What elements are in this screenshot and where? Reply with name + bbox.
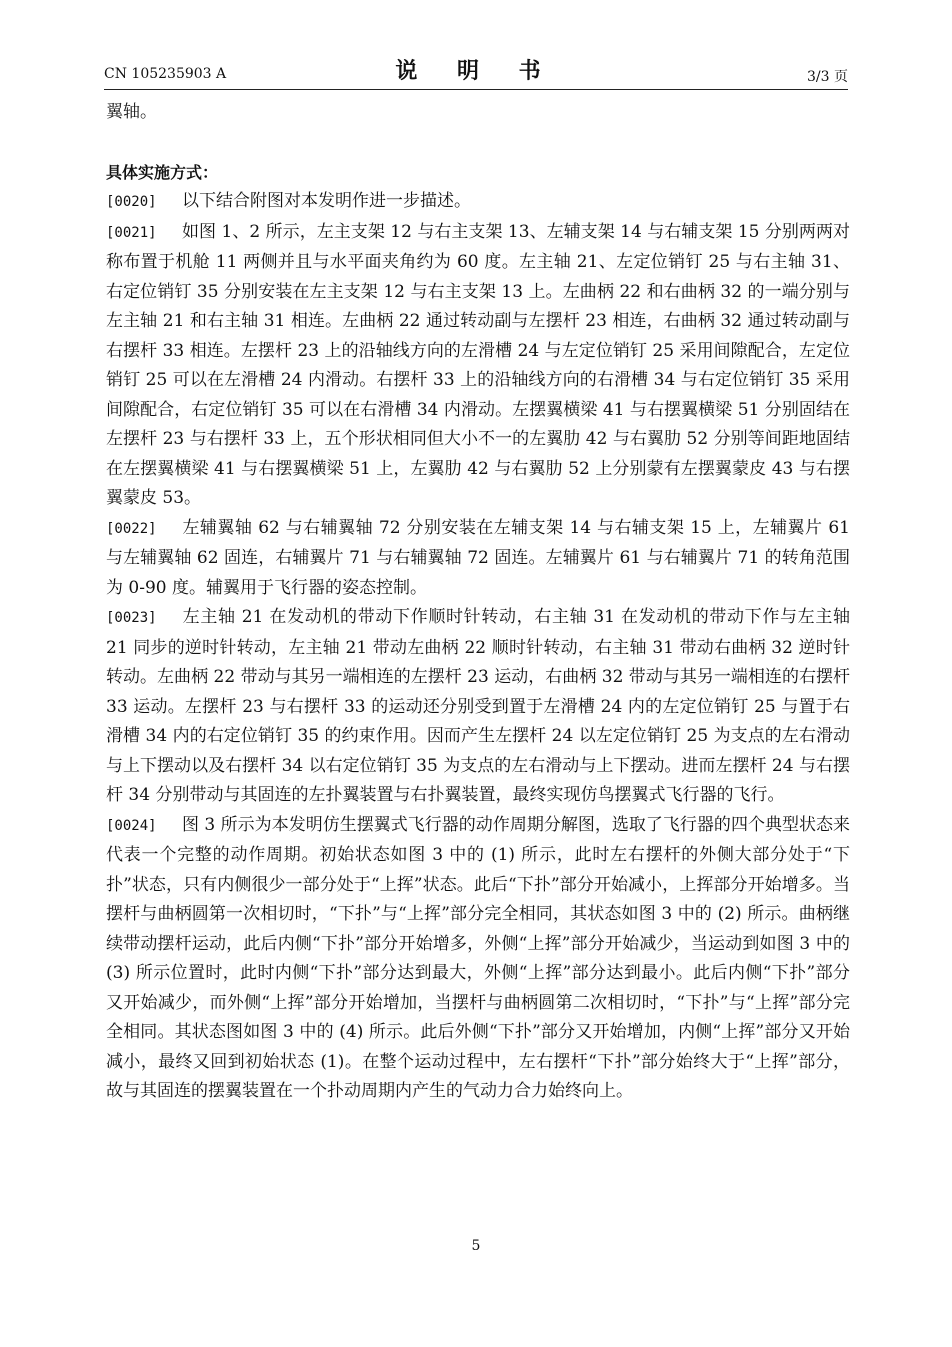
- paragraph-text: 左主轴 21 在发动机的带动下作顺时针转动，右主轴 31 在发动机的带动下作与左主轴 21 同步的逆时针转动，左主轴 21 带动左曲柄 22 顺时针转动，右主轴 31 带动右曲柄 32 逆时针转动。左曲柄 22 带动与其另一端相连的左摆杆 23 运动，右曲柄 32 带动与其另一端相连的右摆杆 33 运动。左摆杆 23 与右摆杆 33 的运动还分别受到置于左滑槽 24 内的左定位销钉 25 与置于右滑槽 34 内的右定位销钉 35 的约束作用。因而产生左摆杆 24 以左定位销钉 25 为支点的左右滑动与上下摆动以及右摆杆 34 以右定位销钉 35 为支点的左右滑动与上下摆动。进而左摆杆 24 与右摆杆 34 分别带动与其固连的左扑翼装置与右扑翼装置，最终实现仿鸟摆翼式飞行器的飞行。: [106, 607, 850, 805]
- header-divider: [104, 89, 848, 90]
- document-title: 说 明 书: [395, 58, 557, 84]
- paragraph-0021: [106, 218, 850, 514]
- document-body: [106, 98, 850, 1107]
- paragraph-number: [0023]: [106, 610, 157, 626]
- page-header: [104, 54, 848, 88]
- page-indicator: 3/3 页: [807, 69, 848, 85]
- paragraph-0024: [106, 811, 850, 1107]
- paragraph-text: 以下结合附图对本发明作进一步描述。: [182, 191, 471, 211]
- paragraph-text: 图 3 所示为本发明仿生摆翼式飞行器的动作周期分解图，选取了飞行器的四个典型状态来代表一个完整的动作周期。初始状态如图 3 中的 (1) 所示，此时左右摆杆的外侧大部分处于“下扑”状态，只有内侧很少一部分处于“上挥”状态。此后“下扑”部分开始减小，上挥部分开始增多。当摆杆与曲柄圆第一次相切时，“下扑”与“上挥”部分完全相同，其状态如图 3 中的 (2) 所示。曲柄继续带动摆杆运动，此后内侧“下扑”部分开始增多，外侧“上挥”部分开始减少，当运动到如图 3 中的 (3) 所示位置时，此时内侧“下扑”部分达到最大，外侧“上挥”部分达到最小。此后内侧“下扑”部分又开始减少，而外侧“上挥”部分开始增加，当摆杆与曲柄圆第二次相切时，“下扑”与“上挥”部分完全相同。其状态图如图 3 中的 (4) 所示。此后外侧“下扑”部分又开始增加，内侧“上挥”部分又开始减小，最终又回到初始状态 (1)。在整个运动过程中，左右摆杆“下扑”部分始终大于“上挥”部分，故与其固连的摆翼装置在一个扑动周期内产生的气动力合力始终向上。: [106, 814, 850, 1101]
- section-heading: 具体实施方式：: [106, 162, 219, 182]
- paragraph-number: [0022]: [106, 520, 157, 537]
- paragraph-number: [0021]: [106, 224, 157, 241]
- paragraph-text: 左辅翼轴 62 与右辅翼轴 72 分别安装在左辅支架 14 与右辅支架 15 上，左辅翼片 61 与左辅翼轴 62 固连，右辅翼片 71 与右辅翼轴 72 固连。左辅翼片 61 与右辅翼片 71 的转角范围为 0-90 度。辅翼用于飞行器的姿态控制。: [106, 517, 850, 598]
- paragraph-0022: [106, 514, 850, 604]
- paragraph-number: [0024]: [106, 817, 157, 834]
- paragraph-number: [0020]: [106, 194, 157, 210]
- page-number: 5: [471, 1238, 481, 1254]
- continuation-line: 翼轴。: [106, 102, 157, 122]
- section-spacer: [106, 128, 850, 158]
- paragraph-0020: [106, 187, 850, 218]
- publication-number: CN 105235903 A: [104, 66, 227, 82]
- paragraph-0023: [106, 603, 850, 811]
- paragraph-text: 如图 1、2 所示，左主支架 12 与右主支架 13、左辅支架 14 与右辅支架 15 分别两两对称布置于机舱 11 两侧并且与水平面夹角约为 60 度。左主轴 21、左定位销钉 25 与右主轴 31、右定位销钉 35 分别安装在左主支架 12 与右主支架 13 上。左曲柄 22 和右曲柄 32 的一端分别与左主轴 21 和右主轴 31 相连。左曲柄 22 通过转动副与左摆杆 23 相连，右曲柄 32 通过转动副与右摆杆 33 相连。左摆杆 23 上的沿轴线方向的左滑槽 24 与左定位销钉 25 采用间隙配合，左定位销钉 25 可以在左滑槽 24 内滑动。右摆杆 33 上的沿轴线方向的右滑槽 34 与右定位销钉 35 采用间隙配合，右定位销钉 35 可以在右滑槽 34 内滑动。左摆翼横梁 41 与右摆翼横梁 51 分别固结在左摆杆 23 与右摆杆 33 上，五个形状相同但大小不一的左翼肋 42 与右翼肋 52 分别等间距地固结在左摆翼横梁 41 与右摆翼横梁 51 上，左翼肋 42 与右翼肋 52 上分别蒙有左摆翼蒙皮 43 与右摆翼蒙皮 53。: [106, 221, 850, 508]
